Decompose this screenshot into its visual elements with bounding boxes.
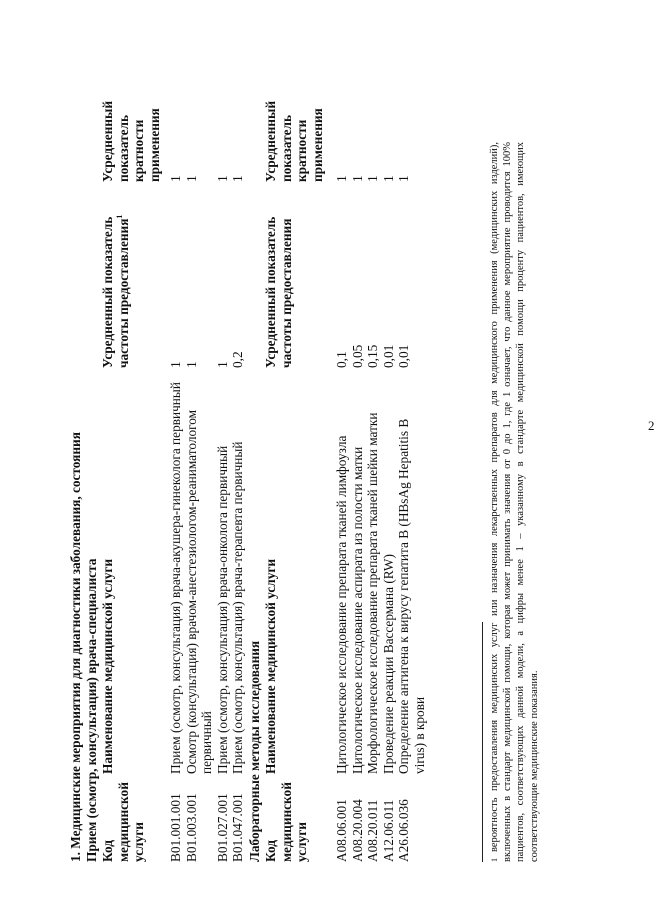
- table1-body: [168, 102, 246, 862]
- section-title: 1. Медицинские мероприятия для диагностики заболевания, состояния: [68, 432, 83, 862]
- table-row: [168, 102, 184, 862]
- table-row: [396, 102, 427, 862]
- footnote-divider: [482, 622, 483, 862]
- service-code: B01.047.001: [230, 793, 246, 862]
- multiplicity-value: 1: [334, 175, 349, 182]
- subsection-lab-title: Лабораторные методы исследования: [247, 640, 262, 862]
- service-code: A12.06.011: [380, 799, 396, 862]
- table-row: [365, 102, 381, 862]
- multiplicity-value: 1: [380, 175, 396, 182]
- table2-header-name: Наименование медицинской услуги: [263, 558, 278, 774]
- table2-header: [263, 100, 325, 862]
- table-row: [230, 102, 246, 862]
- multiplicity-value: 1: [183, 175, 199, 182]
- table1-header: [100, 100, 162, 862]
- table1-header-multiplicity: Усредненный показатель кратности применения: [100, 100, 162, 182]
- frequency-value: 0,05: [349, 344, 365, 368]
- footnote: [488, 142, 541, 862]
- service-name: Прием (осмотр, консультация) врача-акушера-гинеколога первичный: [168, 382, 183, 774]
- multiplicity-value: 1: [168, 175, 183, 182]
- table-row: [350, 102, 366, 862]
- service-name: Цитологическое исследование препарата тканей лимфоузла: [334, 435, 349, 774]
- frequency-value: 1: [214, 361, 230, 368]
- multiplicity-value: 1: [396, 175, 412, 182]
- frequency-value: 0,2: [230, 351, 246, 368]
- service-name: Проведение реакции Вассермана (RW): [380, 554, 396, 774]
- table2-header-frequency: Усредненный показатель частоты предоставления: [263, 216, 294, 368]
- frequency-value: 0,01: [396, 344, 412, 368]
- footnote-mark: 1: [114, 214, 124, 219]
- subsection-consultations-title: Прием (осмотр, консультация) врача-специалиста: [84, 558, 99, 862]
- service-code: A08.20.004: [349, 799, 365, 862]
- table2-body: [334, 102, 427, 862]
- multiplicity-value: 1: [349, 175, 365, 182]
- service-code: B01.001.001: [168, 793, 183, 862]
- frequency-value: 0,1: [334, 351, 349, 368]
- multiplicity-value: 1: [230, 175, 246, 182]
- service-name: Прием (осмотр, консультация) врача-терапевта первичный: [230, 441, 246, 774]
- rotated-page-content: [68, 72, 628, 862]
- service-code: B01.027.001: [214, 793, 230, 862]
- table2-header-multiplicity: Усредненный показатель кратности применения: [263, 100, 325, 182]
- service-code: A26.06.036: [396, 799, 412, 862]
- service-code: A08.20.011: [365, 799, 381, 862]
- service-name: Определение антигена к вирусу гепатита B (HBsAg Hepatitis B virus) в крови: [396, 418, 427, 774]
- service-code: B01.003.001: [183, 793, 199, 862]
- page-number: 2: [648, 418, 655, 433]
- table-row: [215, 102, 231, 862]
- multiplicity-value: 1: [365, 175, 381, 182]
- frequency-value: 0,15: [365, 344, 381, 368]
- table2-header-code: Код медицинской услуги: [263, 782, 310, 862]
- frequency-value: 1: [168, 361, 183, 368]
- service-name: Цитологическое исследование аспирата из полости матки: [349, 446, 365, 774]
- table-row: [334, 102, 350, 862]
- frequency-value: 1: [183, 361, 199, 368]
- multiplicity-value: 1: [214, 175, 230, 182]
- table1-header-frequency: Усредненный показатель частоты предоставления$^1$: [100, 214, 131, 368]
- service-name: Морфологическое исследование препарата тканей шейки матки: [365, 412, 381, 774]
- frequency-value: 0,01: [380, 344, 396, 368]
- table-row: [184, 102, 215, 862]
- service-name: Осмотр (консультация) врачом-анестезиологом-реаниматологом первичный: [183, 409, 215, 774]
- footnote-text: вероятность предоставления медицинских услуг или назначения лекарственных препаратов для медицинского применения (медицинских изделий), включенных в стандарт медицинской помощи, которая может принимать значения от 0 до 1, где 1 означает, что данное мероприятие проводится 100% пациентов, соответствующих данной модели, а цифры менее 1 – указанному в стандарте медицинской помощи проценту пациентов, имеющих соответствующие медицинские показания.: [489, 142, 540, 862]
- service-code: A08.06.001: [334, 799, 349, 862]
- table1-header-code: Код медицинской услуги: [100, 782, 147, 862]
- service-name: Прием (осмотр, консультация) врача-онколога первичный: [214, 445, 230, 774]
- footnote-number: 1: [490, 858, 499, 862]
- table1-header-name: Наименование медицинской услуги: [100, 558, 115, 774]
- table-row: [381, 102, 397, 862]
